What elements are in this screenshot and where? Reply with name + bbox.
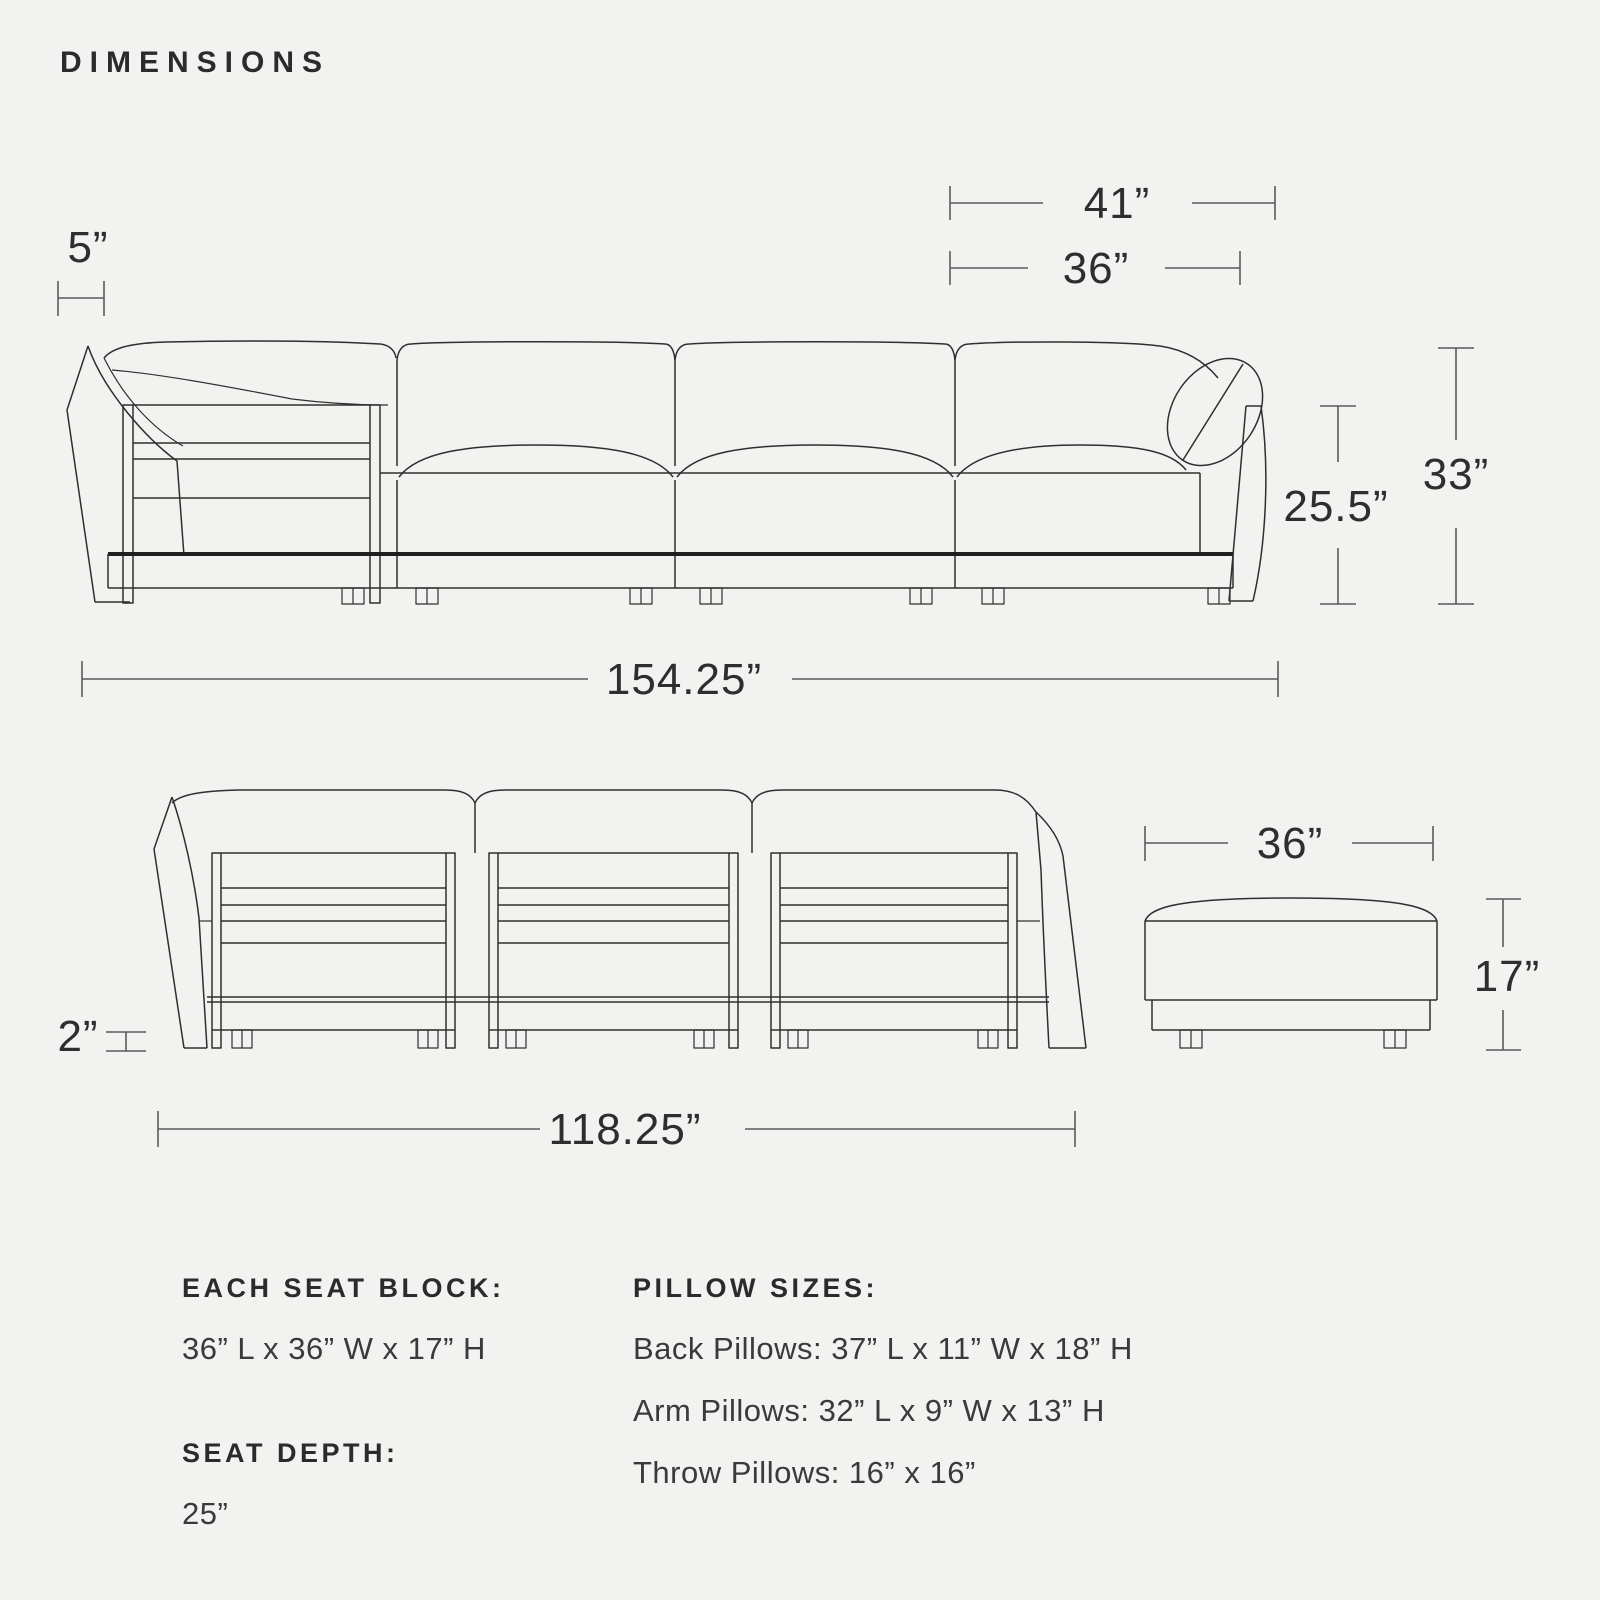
dim-2-label: 2” [57, 1012, 99, 1061]
dim-25-5-label: 25.5” [1283, 482, 1389, 531]
back-cushions [397, 342, 1218, 466]
dim-end-seat-36 [950, 244, 1240, 293]
specs-right-column [633, 1272, 1193, 1517]
dim-leg-height-2 [57, 1012, 146, 1061]
corner-back-cushion [104, 341, 396, 446]
back-frame-module [489, 853, 738, 1048]
side-view-legs [342, 588, 1230, 604]
dim-154-25-label: 154.25” [605, 655, 763, 704]
dim-arm-lean-5 [58, 223, 109, 316]
dim-back-frame-length-118-25 [158, 1105, 1075, 1154]
pillow-sizes-heading: PILLOW SIZES: [633, 1273, 878, 1303]
pillow-sizes-throw: Throw Pillows: 16” x 16” [633, 1455, 976, 1490]
back-frame-module [771, 853, 1017, 1048]
right-arm [1229, 406, 1266, 601]
base-rail [108, 554, 1233, 588]
dim-41-label: 41” [1083, 179, 1151, 228]
back-view-left-arm [154, 797, 212, 1048]
back-view-drawing [154, 790, 1086, 1048]
ottoman-legs [1180, 1030, 1406, 1048]
dim-arm-lean-label: 5” [67, 223, 109, 272]
back-view-cushion-top [172, 790, 1036, 812]
dim-33-label: 33” [1422, 450, 1490, 499]
back-view-right-arm [1017, 812, 1086, 1048]
dimension-annotations [57, 179, 1540, 1154]
back-view-legs [232, 1030, 998, 1048]
seat-cushions [380, 445, 1200, 588]
seat-block-heading: EACH SEAT BLOCK: [182, 1273, 505, 1303]
dim-overall-height-33 [1423, 348, 1490, 604]
dim-36-label: 36” [1062, 244, 1130, 293]
seat-depth-value: 25” [182, 1496, 229, 1531]
side-view-drawing [67, 340, 1282, 604]
back-frame-module [212, 853, 455, 1048]
dim-ottoman-36-label: 36” [1256, 819, 1324, 868]
corner-frame [123, 405, 380, 603]
dim-overall-length-154-25 [82, 655, 1278, 704]
pillow-sizes-back: Back Pillows: 37” L x 11” W x 18” H [633, 1331, 1133, 1366]
dim-ottoman-height-17 [1474, 899, 1541, 1050]
seat-depth-heading: SEAT DEPTH: [182, 1438, 399, 1468]
dim-seat-back-height-25-5 [1283, 406, 1388, 604]
seat-block-value: 36” L x 36” W x 17” H [182, 1331, 486, 1366]
page-title: DIMENSIONS [60, 46, 331, 79]
dim-ottoman-width-36 [1145, 819, 1433, 868]
dim-end-seat-with-arm-41 [950, 179, 1275, 228]
ottoman-drawing [1145, 898, 1437, 1048]
dim-118-25-label: 118.25” [548, 1105, 702, 1154]
left-arm [67, 346, 184, 602]
dim-17-label: 17” [1473, 952, 1541, 1001]
pillow-sizes-arm: Arm Pillows: 32” L x 9” W x 13” H [633, 1393, 1105, 1428]
specs-left-column [182, 1272, 612, 1558]
